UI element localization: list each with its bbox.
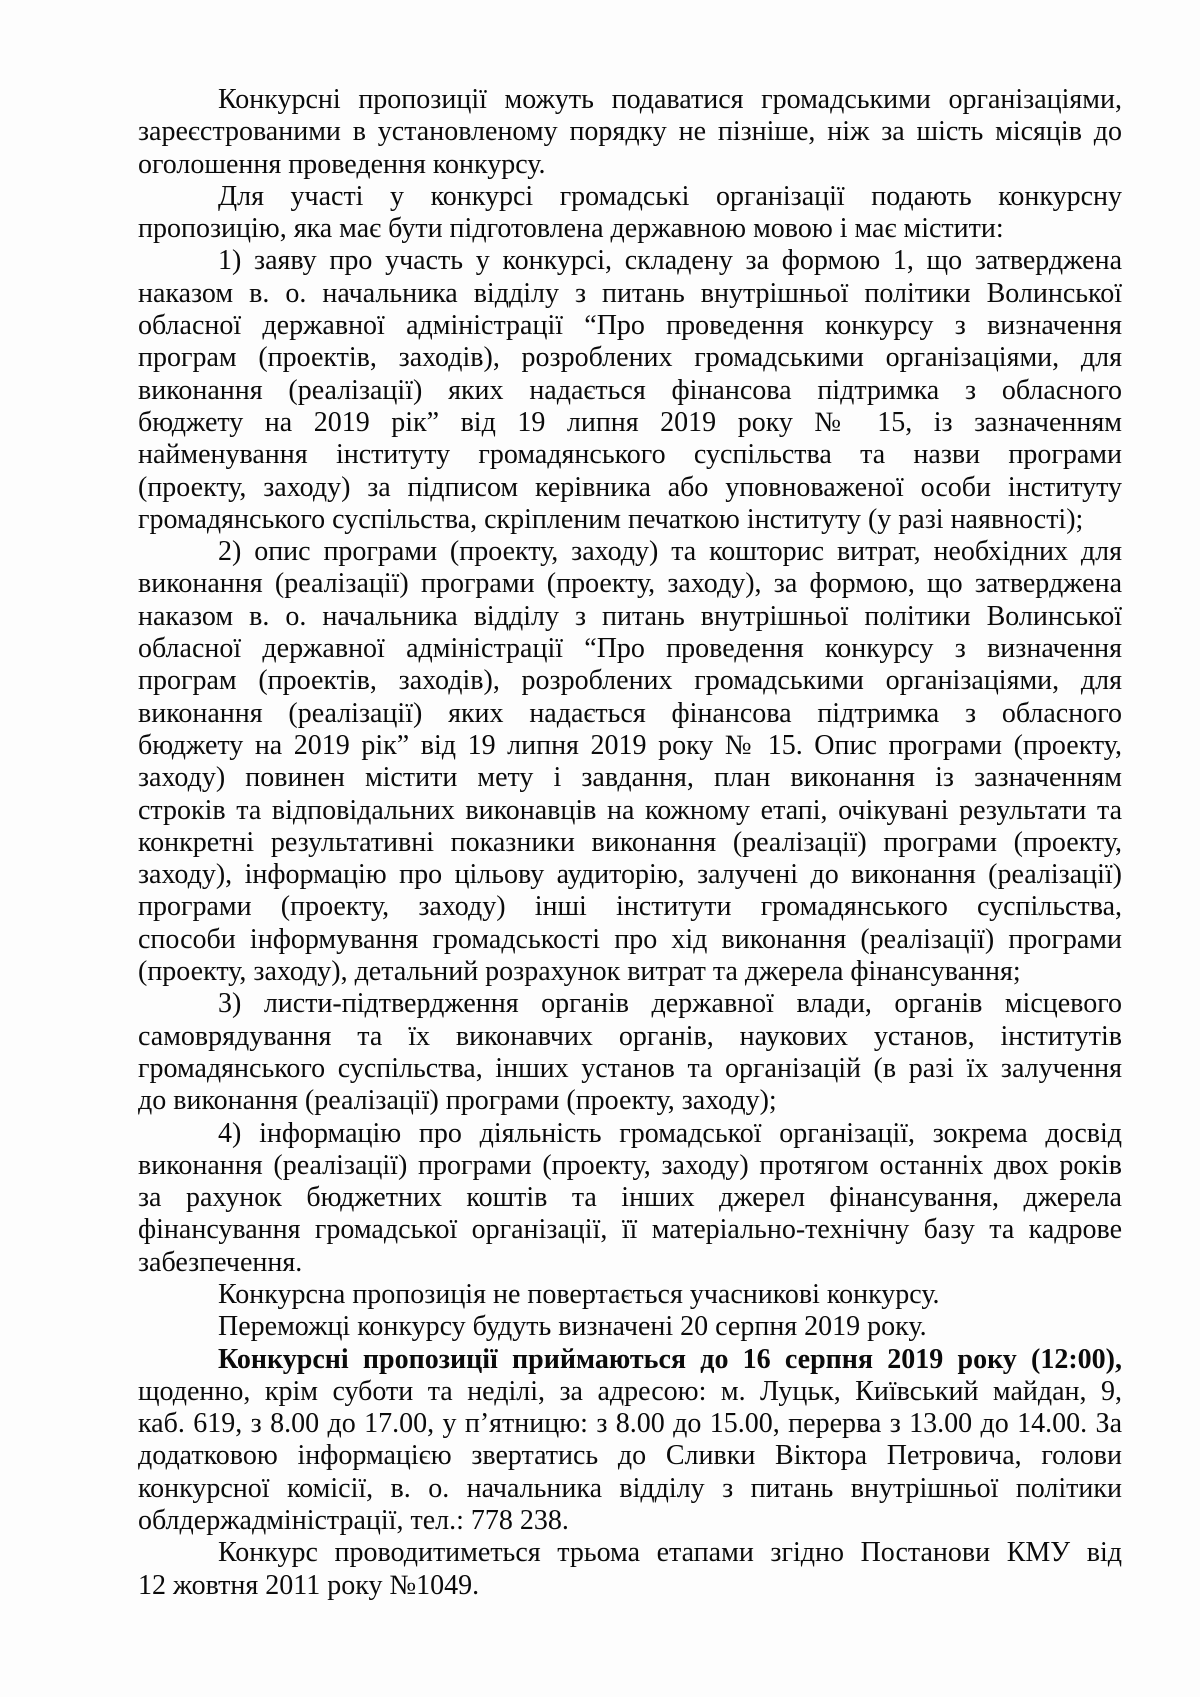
text-line: конкретні результативні показники виконання (реалізації) програми (проекту, xyxy=(138,826,1122,858)
text-line: бюджету на 2019 рік” від 19 липня 2019 року № 15, із зазначенням xyxy=(138,406,1122,438)
text-line: Конкурсна пропозиція не повертається учасникові конкурсу. xyxy=(218,1278,940,1310)
text-line: наказом в. о. начальника відділу з питань внутрішньої політики Волинської xyxy=(138,277,1122,309)
text-line: до виконання (реалізації) програми (проекту, заходу); xyxy=(138,1085,777,1117)
text-line: обласної державної адміністрації “Про проведення конкурсу з визначення xyxy=(138,310,1122,342)
text-line: 3) листи-підтвердження органів державної влади, органів місцевого xyxy=(218,988,1122,1020)
text-line: заходу) повинен містити мету і завдання, план виконання із зазначенням xyxy=(138,762,1122,794)
text-line: (проекту, заходу), детальний розрахунок витрат та джерела фінансування; xyxy=(138,956,1021,988)
text-line: пропозицію, яка має бути підготовлена державною мовою і має містити: xyxy=(138,213,1004,245)
text-line: Конкурсні пропозиції можуть подаватися громадськими організаціями, xyxy=(218,84,1122,115)
text-line: облдержадміністрації, тел.: 778 238. xyxy=(138,1505,569,1537)
text-line: за рахунок бюджетних коштів та інших джерел фінансування, джерела xyxy=(138,1182,1122,1214)
text-line: виконання (реалізації) програми (проекту, заходу) протягом останніх двох років xyxy=(138,1149,1122,1181)
text-line: програми (проекту, заходу) інші інститути громадянського суспільства, xyxy=(138,891,1122,923)
text-line: програм (проектів, заходів), розроблених громадськими організаціями, для xyxy=(138,342,1122,374)
text-line-deadline-bold: Конкурсні пропозиції приймаються до 16 серпня 2019 року (12:00), xyxy=(218,1343,1122,1375)
text-line: конкурсної комісії, в. о. начальника відділу з питань внутрішньої політики xyxy=(138,1472,1122,1504)
text-line: щоденно, крім суботи та неділі, за адресою: м. Луцьк, Київський майдан, 9, xyxy=(138,1375,1122,1407)
text-line: громадянського суспільства, скріпленим печаткою інституту (у разі наявності); xyxy=(138,503,1084,535)
text-line: виконання (реалізації) програми (проекту, заходу), за формою, що затверджена xyxy=(138,568,1122,600)
text-line: громадянського суспільства, інших установ та організацій (в разі їх залучення xyxy=(138,1052,1122,1084)
text-line: 4) інформацію про діяльність громадської організації, зокрема досвід xyxy=(218,1117,1122,1149)
text-line: наказом в. о. начальника відділу з питань внутрішньої політики Волинської xyxy=(138,600,1122,632)
text-line: способи інформування громадськості про хід виконання (реалізації) програми xyxy=(138,923,1122,955)
text-line: фінансування громадської організації, її матеріально-технічну базу та кадрове xyxy=(138,1214,1122,1246)
text-line: заходу), інформацію про цільову аудиторію, залучені до виконання (реалізації) xyxy=(138,859,1122,891)
text-line: програм (проектів, заходів), розроблених громадськими організаціями, для xyxy=(138,665,1122,697)
text-line: 12 жовтня 2011 року №1049. xyxy=(138,1569,480,1601)
text-line: 1) заяву про участь у конкурсі, складену за формою 1, що затверджена xyxy=(218,245,1122,277)
text-line: самоврядування та їх виконавчих органів, наукових установ, інститутів xyxy=(138,1020,1122,1052)
text-line: найменування інституту громадянського суспільства та назви програми xyxy=(138,439,1122,471)
announcement-text-block xyxy=(138,84,1122,1602)
text-line: виконання (реалізації) яких надається фінансова підтримка з обласного xyxy=(138,374,1122,406)
text-line: Переможці конкурсу будуть визначені 20 серпня 2019 року. xyxy=(218,1311,927,1343)
text-line: каб. 619, з 8.00 до 17.00, у п’ятницю: з 8.00 до 15.00, перерва з 13.00 до 14.00. За xyxy=(138,1408,1122,1440)
text-line: оголошення проведення конкурсу. xyxy=(138,148,546,180)
text-line: (проекту, заходу) за підписом керівника або уповноваженої особи інституту xyxy=(138,471,1122,503)
text-line: обласної державної адміністрації “Про проведення конкурсу з визначення xyxy=(138,633,1122,665)
text-line: строків та відповідальних виконавців на кожному етапі, очікувані результати та xyxy=(138,794,1122,826)
text-line: забезпечення. xyxy=(138,1246,303,1278)
text-line: бюджету на 2019 рік” від 19 липня 2019 року № 15. Опис програми (проекту, xyxy=(138,729,1122,761)
text-line: додатковою інформацією звертатись до Сливки Віктора Петровича, голови xyxy=(138,1440,1122,1472)
text-line: зареєстрованими в установленому порядку не пізніше, ніж за шість місяців до xyxy=(138,116,1122,148)
text-line: 2) опис програми (проекту, заходу) та кошторис витрат, необхідних для xyxy=(218,536,1122,568)
text-line: Конкурс проводитиметься трьома етапами згідно Постанови КМУ від xyxy=(218,1537,1122,1569)
text-line: виконання (реалізації) яких надається фінансова підтримка з обласного xyxy=(138,697,1122,729)
text-line: Для участі у конкурсі громадські організації подають конкурсну xyxy=(218,180,1122,212)
